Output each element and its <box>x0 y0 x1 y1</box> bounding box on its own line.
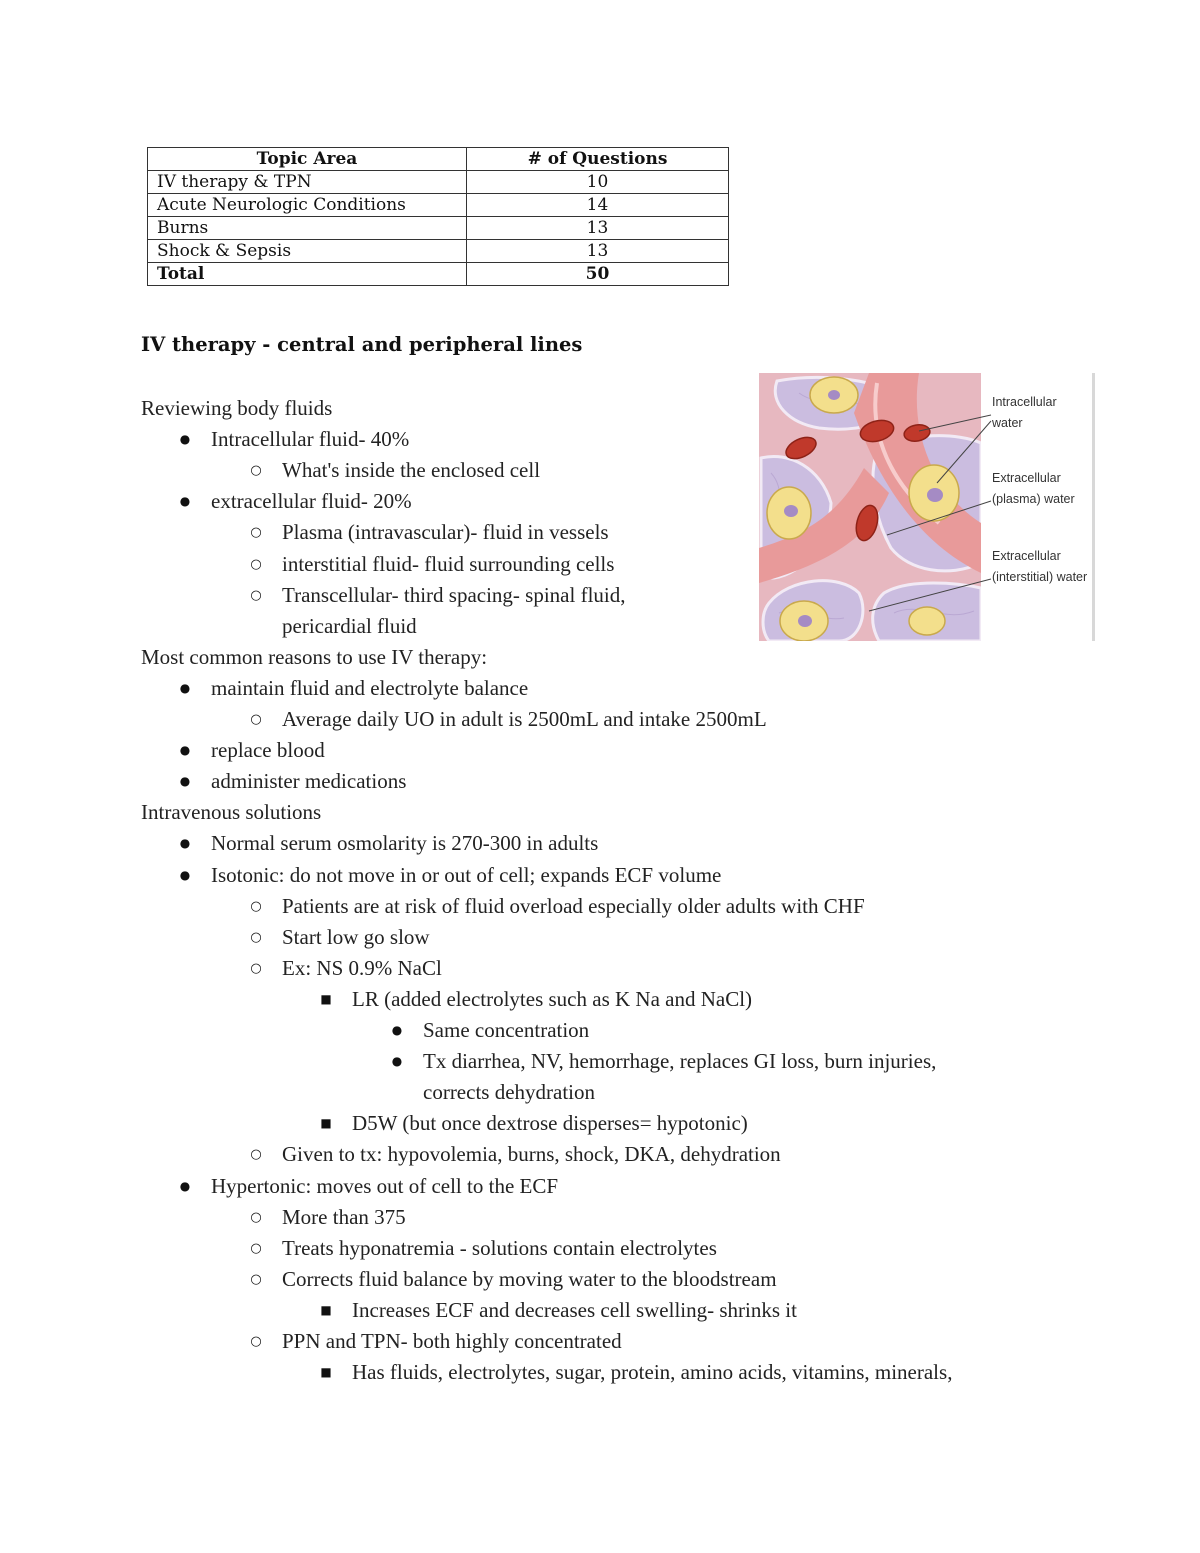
table-header-row <box>148 148 729 171</box>
bullet-icon: ○ <box>250 587 262 603</box>
figure-label-intracellular: Intracellular <box>992 395 1057 409</box>
line-text: Patients are at risk of fluid overload especially older adults with CHF <box>282 893 865 918</box>
figure-label-intracellular-2: water <box>992 416 1023 430</box>
bullet-icon: ■ <box>320 1302 332 1317</box>
total-label-cell: Total <box>148 263 467 286</box>
count-cell: 13 <box>467 217 729 240</box>
table-total-row <box>148 263 729 286</box>
topic-cell: Acute Neurologic Conditions <box>148 194 467 217</box>
bullet-icon: ○ <box>250 960 262 976</box>
line-text: Reviewing body fluids <box>141 396 333 420</box>
header-question-count: # of Questions <box>467 148 729 171</box>
bullet-icon: ● <box>179 743 191 758</box>
line-text: administer medications <box>211 769 407 794</box>
figure-label-plasma: Extracellular <box>992 471 1061 485</box>
line-text: Transcellular- third spacing- spinal fluid, <box>282 582 626 607</box>
count-cell: 14 <box>467 194 729 217</box>
figure-label-interstitial: Extracellular <box>992 549 1061 563</box>
line-text: Intracellular fluid- 40% <box>211 427 410 452</box>
bullet-icon: ● <box>179 432 191 447</box>
line-text: Average daily UO in adult is 2500mL and intake 2500mL <box>282 707 767 731</box>
bullet-icon: ● <box>391 1023 403 1037</box>
line-text: Intravenous solutions <box>141 800 322 825</box>
table-row <box>148 240 729 263</box>
line-text: extracellular fluid- 20% <box>211 489 412 514</box>
bullet-icon: ■ <box>320 1365 332 1380</box>
bullet-icon: ○ <box>250 929 262 945</box>
total-count-cell: 50 <box>467 263 729 286</box>
line-text: LR (added electrolytes such as K Na and NaCl) <box>352 986 753 1011</box>
bullet-icon: ● <box>391 1054 403 1069</box>
header-topic-area: Topic Area <box>148 148 467 171</box>
count-cell: 13 <box>467 240 729 263</box>
section-heading: IV therapy - central and peripheral lines <box>141 333 583 356</box>
bullet-icon: ■ <box>320 991 332 1006</box>
line-text: interstitial fluid- fluid surrounding cells <box>282 551 615 576</box>
bullet-icon: ● <box>179 774 191 789</box>
line-text: Corrects fluid balance by moving water to the bloodstream <box>282 1266 777 1291</box>
bullet-icon: ○ <box>250 1271 262 1287</box>
bullet-icon: ○ <box>250 712 262 727</box>
line-text: Ex: NS 0.9% NaCl <box>282 955 442 980</box>
bullet-icon: ○ <box>250 525 262 541</box>
bullet-icon: ○ <box>250 463 262 479</box>
line-text: pericardial fluid <box>282 613 417 638</box>
bullet-icon: ○ <box>250 556 262 572</box>
bullet-icon: ● <box>179 867 191 882</box>
figure-label-interstitial-2: (interstitial) water <box>992 570 1088 584</box>
line-text: More than 375 <box>282 1204 406 1229</box>
line-text: Same concentration <box>423 1018 590 1042</box>
bullet-icon: ● <box>179 1178 191 1193</box>
line-text: maintain fluid and electrolyte balance <box>211 675 529 700</box>
line-text: corrects dehydration <box>423 1080 596 1105</box>
topic-cell: IV therapy & TPN <box>148 171 467 194</box>
line-text: Hypertonic: moves out of cell to the ECF <box>211 1173 559 1198</box>
line-text: Normal serum osmolarity is 270-300 in adults <box>211 831 599 856</box>
line-text: D5W (but once dextrose disperses= hypotonic) <box>352 1111 748 1136</box>
topic-cell: Shock & Sepsis <box>148 240 467 263</box>
line-text: Increases ECF and decreases cell swelling- shrinks it <box>352 1297 797 1322</box>
bullet-icon: ■ <box>320 1116 332 1131</box>
bullet-icon: ● <box>179 680 191 695</box>
bullet-icon: ● <box>179 836 191 851</box>
bullet-icon: ○ <box>250 1147 262 1163</box>
line-text: PPN and TPN- both highly concentrated <box>282 1329 622 1353</box>
topic-cell: Burns <box>148 217 467 240</box>
line-text: Isotonic: do not move in or out of cell; expands ECF volume <box>211 862 722 887</box>
body-fluids-figure <box>759 373 1095 641</box>
table-row <box>148 194 729 217</box>
bullet-icon: ○ <box>250 898 262 914</box>
table-row <box>148 171 729 194</box>
topic-table <box>147 147 729 286</box>
line-text: Start low go slow <box>282 924 430 949</box>
bullet-icon: ○ <box>250 1334 262 1349</box>
table-row <box>148 217 729 240</box>
line-text: Tx diarrhea, NV, hemorrhage, replaces GI loss, burn injuries, <box>423 1049 937 1074</box>
bullet-icon: ○ <box>250 1209 262 1225</box>
line-text: Treats hyponatremia - solutions contain electrolytes <box>282 1235 717 1260</box>
count-cell: 10 <box>467 171 729 194</box>
line-text: Most common reasons to use IV therapy: <box>141 644 488 669</box>
line-text: Has fluids, electrolytes, sugar, protein, amino acids, vitamins, minerals, <box>352 1360 953 1385</box>
line-text: Given to tx: hypovolemia, burns, shock, DKA, dehydration <box>282 1142 781 1167</box>
line-text: Plasma (intravascular)- fluid in vessels <box>282 520 609 545</box>
line-text: What's inside the enclosed cell <box>282 458 541 483</box>
line-text: replace blood <box>211 738 325 763</box>
bullet-icon: ● <box>179 494 191 509</box>
bullet-icon: ○ <box>250 1240 262 1256</box>
figure-label-plasma-2: (plasma) water <box>992 492 1075 506</box>
